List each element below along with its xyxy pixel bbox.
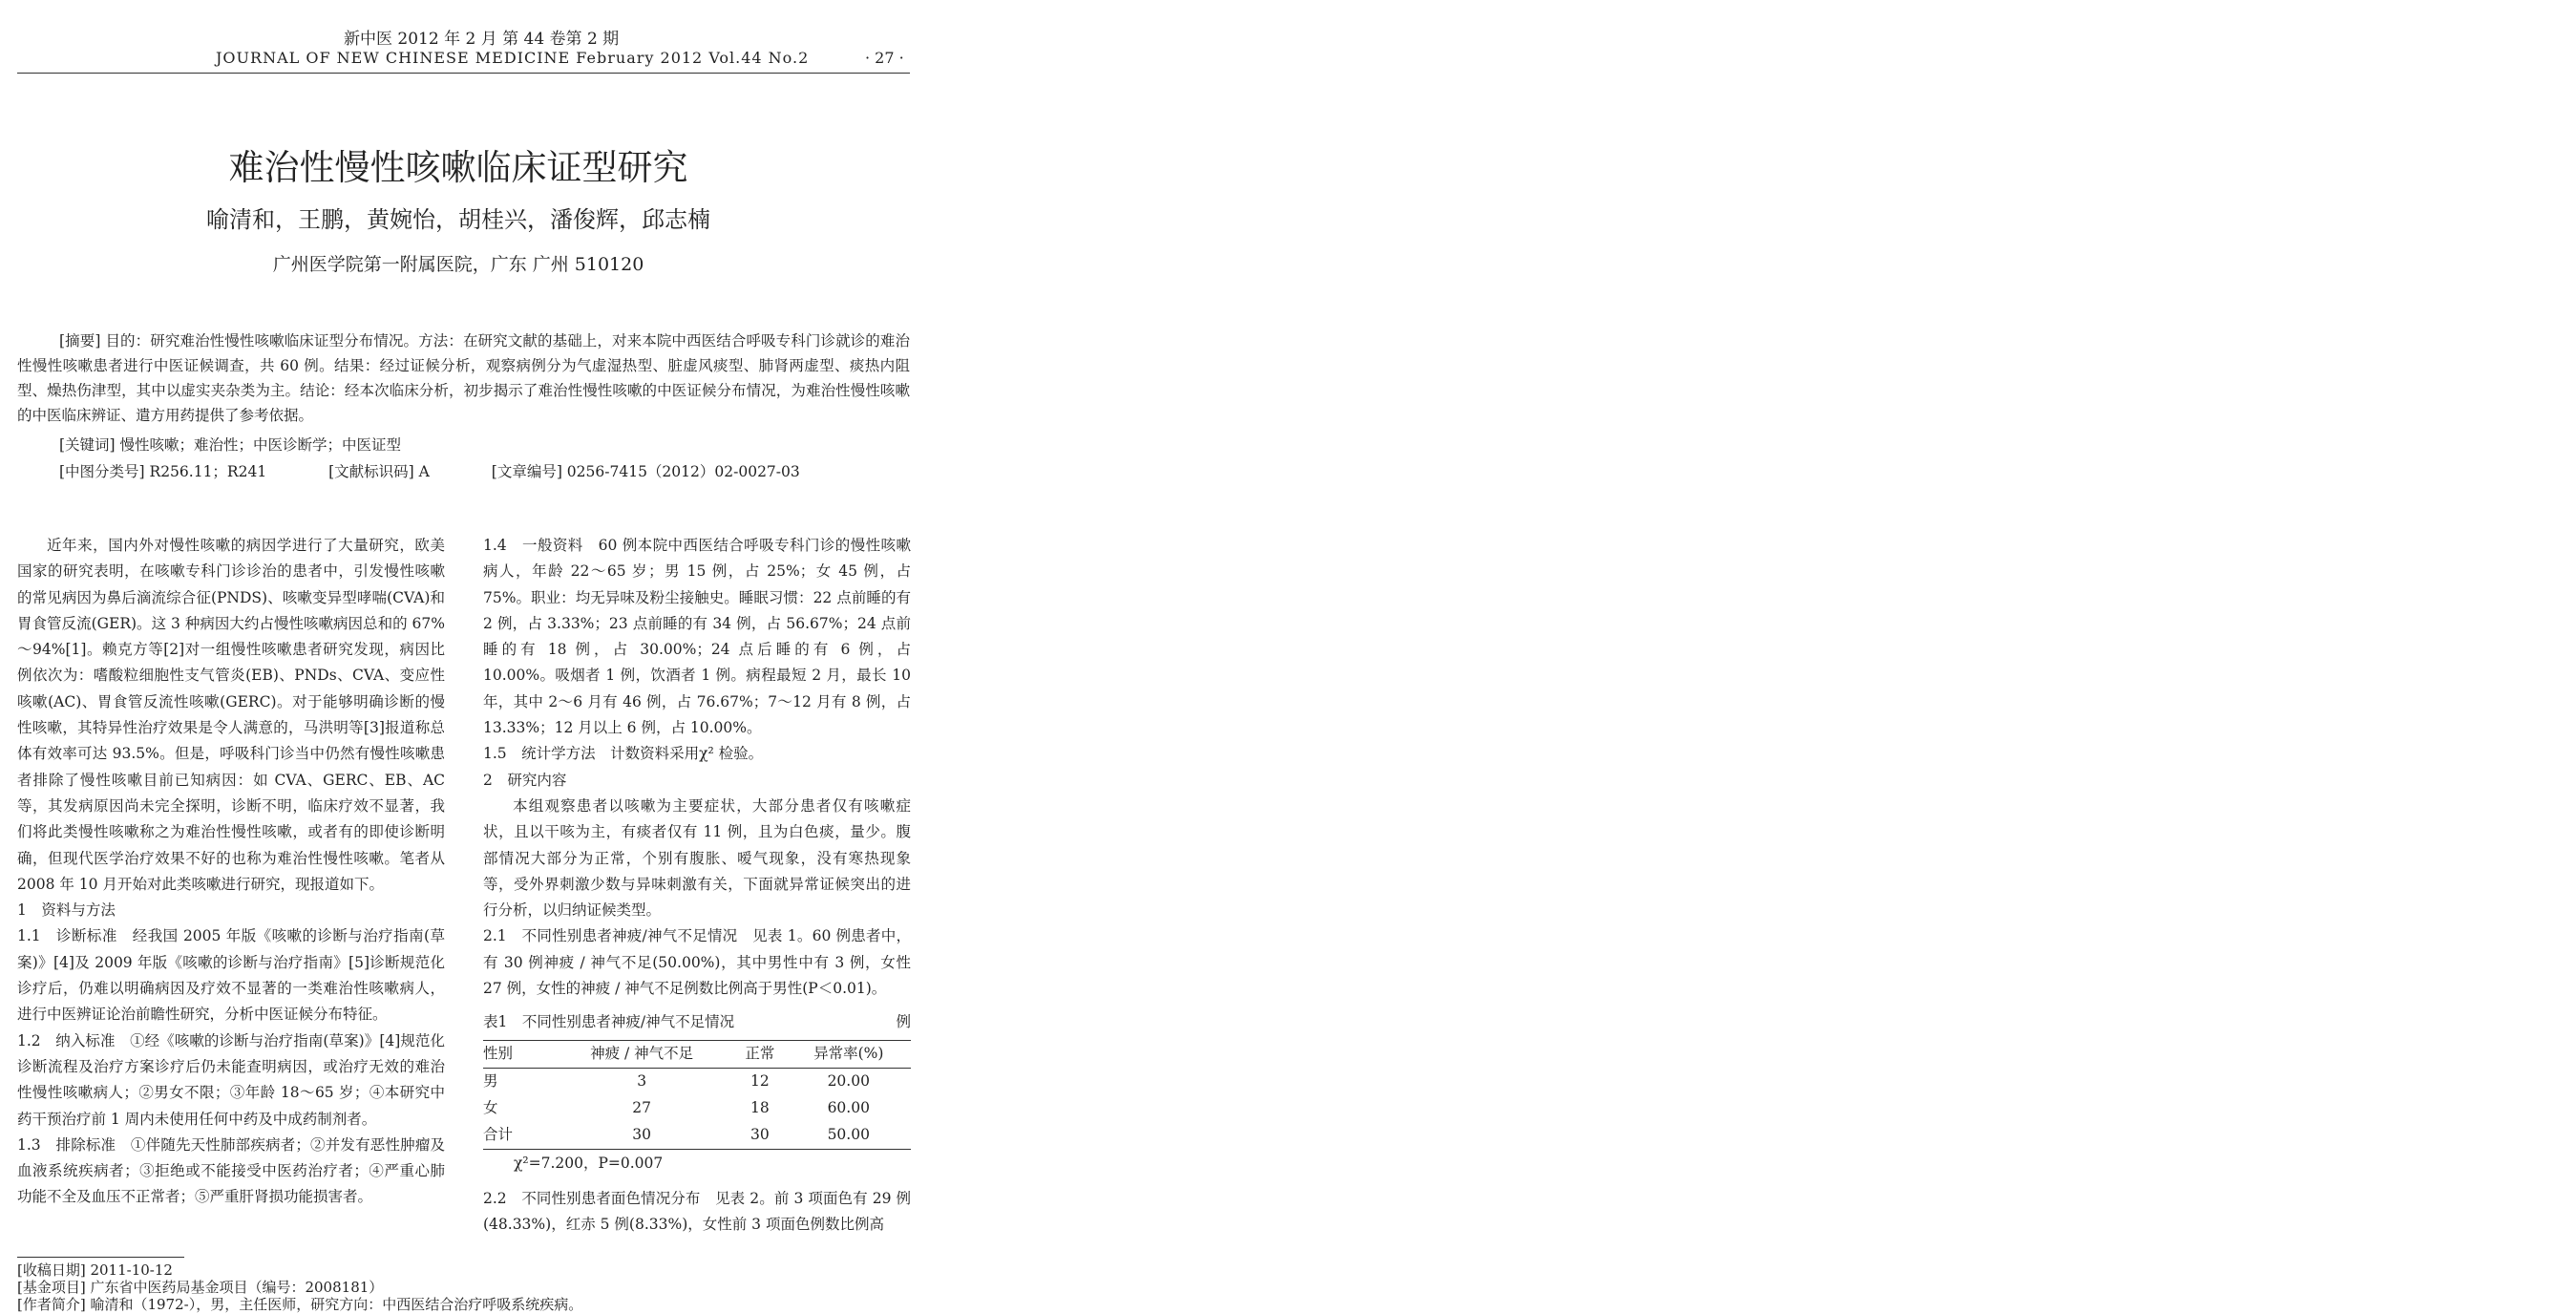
- footnote-rule: [17, 1257, 184, 1258]
- table-row: [483, 1122, 911, 1150]
- table-header-row: [483, 1040, 911, 1068]
- table-1-caption: [483, 1009, 911, 1039]
- paper-page: [0, 0, 917, 1313]
- table-cell: 27: [632, 1098, 652, 1116]
- table-cell: 50.00: [827, 1125, 870, 1143]
- table-cell: 3: [637, 1071, 647, 1090]
- research-paragraph: 本组观察患者以咳嗽为主要症状，大部分患者仅有咳嗽症状，且以干咳为主，有痰者仅有 11 例，且为白色痰，量少。腹部情况大部分为正常，个别有腹胀、嗳气现象，没有寒热现象等，受外界刺激少数与异味刺激有关，下面就异常证候突出的进行分析，以归纳证候类型。: [483, 796, 911, 920]
- page-number: · 27 ·: [865, 49, 904, 67]
- table-header-cell: 神疲 / 神气不足: [590, 1044, 694, 1062]
- table-1-title: 表1 不同性别患者神疲/神气不足情况: [483, 1013, 735, 1031]
- table-header-cell: 正常: [745, 1044, 775, 1062]
- intro-paragraph: 近年来，国内外对慢性咳嗽的病因学进行了大量研究，欧美国家的研究表明，在咳嗽专科门诊诊治的患者中，引发慢性咳嗽的常见病因为鼻后滴流综合征(PNDS)、咳嗽变异型哮喘(CVA)和胃食管反流(GER)。这 3 种病因大约占慢性咳嗽病因总和的 67%～94%[1]。赖克方等[2]对一组慢性咳嗽患者研究发现，病因比例依次为：嗜酸粒细胞性支气管炎(EB)、PNDs、CVA、变应性咳嗽(AC)、胃食管反流性咳嗽(GERC)。对于能够明确诊断的慢性咳嗽，其特异性治疗效果是令人满意的，马洪明等[3]报道称总体有效率可达 93.5%。但是，呼吸科门诊当中仍然有慢性咳嗽患者排除了慢性咳嗽目前已知病因：如 CVA、GERC、EB、AC 等，其发病原因尚未完全探明，诊断不明，临床疗效不显著，我们将此类慢性咳嗽称之为难治性慢性咳嗽，或者有的即使诊断明确，但现代医学治疗效果不好的也称为难治性慢性咳嗽。笔者从 2008 年 10 月开始对此类咳嗽进行研究，现报道如下。: [17, 537, 445, 893]
- journal-header-en: JOURNAL OF NEW CHINESE MEDICINE February 2012 Vol.44 No.2: [216, 49, 810, 67]
- table-cell: 60.00: [827, 1098, 870, 1116]
- table-cell: 30: [632, 1125, 652, 1143]
- table-row: [483, 1068, 911, 1095]
- paper-affiliation: 广州医学院第一附属医院，广东 广州 510120: [272, 254, 644, 275]
- article-number: [文章编号] 0256-7415（2012）02-0027-03: [491, 463, 800, 480]
- table-header-cell: 性别: [483, 1044, 514, 1062]
- section-heading-methods: 1 资料与方法: [17, 901, 116, 920]
- inclusion-criteria: 1.2 纳入标准 ①经《咳嗽的诊断与治疗指南(草案)》[4]规范化诊断流程及治疗方案诊疗后仍未能查明病因，或治疗无效的难治性慢性咳嗽病人；②男女不限；③年龄 18～65 岁；④本研究中药干预治疗前 1 周内未使用任何中药及中成药制剂者。: [17, 1031, 445, 1128]
- section-2-2: 2.2 不同性别患者面色情况分布 见表 2。前 3 项面色有 29 例(48.33%)，红赤 5 例(8.33%)，女性前 3 项面色例数比例高: [483, 1189, 911, 1233]
- abstract: [摘要] 目的：研究难治性慢性咳嗽临床证型分布情况。方法：在研究文献的基础上，对来本院中西医结合呼吸专科门诊就诊的难治性慢性咳嗽患者进行中医证候调查，共 60 例。结果：经过证候分析，观察病例分为气虚湿热型、脏虚风痰型、肺肾两虚型、痰热内阻型、燥热伤津型，其中以虚实夹杂类为主。结论：经本次临床分析，初步揭示了难治性慢性咳嗽的中医证候分布情况，为难治性慢性咳嗽的中医临床辨证、遣方用药提供了参考依据。: [17, 332, 910, 424]
- table-1: [483, 1009, 911, 1149]
- left-column: [17, 533, 445, 1211]
- footnote-author-bio: [作者简介] 喻清和（1972-），男，主任医师，研究方向：中西医结合治疗呼吸系统疾病。: [17, 1296, 583, 1313]
- header-rule: [17, 73, 910, 74]
- table-cell: 20.00: [827, 1071, 870, 1090]
- general-data: 1.4 一般资料 60 例本院中西医结合呼吸专科门诊的慢性咳嗽病人，年龄 22～65 岁；男 15 例，占 25%；女 45 例，占 75%。职业：均无异味及粉尘接触史。睡眠习惯：22 点前睡的有 2 例，占 3.33%；23 点前睡的有 34 例，占 56.67%；24 点前睡的有 18 例，占 30.00%；24 点后睡的有 6 例，占 10.00%。吸烟者 1 例，饮酒者 1 例。病程最短 2 月，最长 10 年，其中 2～6 月有 46 例，占 76.67%；7～12 月有 8 例，占 13.33%；12 月以上 6 例，占 10.00%。: [483, 537, 911, 737]
- footnote-received-date: [收稿日期] 2011-10-12: [17, 1261, 173, 1279]
- footnote-funding: [基金项目] 广东省中医药局基金项目（编号：2008181）: [17, 1279, 384, 1296]
- section-heading-research: 2 研究内容: [483, 771, 567, 789]
- paper-authors: 喻清和，王鹏，黄婉怡，胡桂兴，潘俊辉，邱志楠: [206, 206, 710, 233]
- clc-number: [中图分类号] R256.11；R241: [59, 463, 267, 480]
- table-1-statistic: χ²=7.200，P=0.007: [514, 1154, 664, 1172]
- table-cell: 30: [750, 1125, 770, 1143]
- diagnostic-criteria: 1.1 诊断标准 经我国 2005 年版《咳嗽的诊断与治疗指南(草案)》[4]及 2009 年版《咳嗽的诊断与治疗指南》[5]诊断规范化诊疗后，仍难以明确病因及疗效不显著的一类难治性咳嗽病人，进行中医辨证论治前瞻性研究，分析中医证候分布特征。: [17, 927, 445, 1024]
- right-column: [483, 533, 911, 1238]
- section-2-1: 2.1 不同性别患者神疲/神气不足情况 见表 1。60 例患者中，有 30 例神疲 / 神气不足(50.00%)，其中男性中有 3 例，女性 27 例，女性的神疲 / 神气不足例数比例高于男性(P＜0.01)。: [483, 927, 911, 998]
- table-cell: 18: [750, 1098, 770, 1116]
- paper-title: 难治性慢性咳嗽临床证型研究: [228, 147, 688, 188]
- statistics-method: 1.5 统计学方法 计数资料采用χ² 检验。: [483, 745, 764, 763]
- exclusion-criteria: 1.3 排除标准 ①伴随先天性肺部疾病者；②并发有恶性肿瘤及血液系统疾病者；③拒绝或不能接受中医药治疗者；④严重心肺功能不全及血压不正常者；⑤严重肝肾损功能损害者。: [17, 1135, 445, 1206]
- table-1-unit: 例: [896, 1013, 911, 1031]
- keywords: [关键词] 慢性咳嗽；难治性；中医诊断学；中医证型: [59, 436, 402, 454]
- table-header-cell: 异常率(%): [813, 1044, 884, 1062]
- table-cell: 12: [750, 1071, 770, 1090]
- journal-header-cn: 新中医 2012 年 2 月 第 44 卷第 2 期: [344, 30, 620, 49]
- table-cell: 男: [483, 1071, 498, 1090]
- document-code: [文献标识码] A: [328, 463, 430, 480]
- table-cell: 合计: [483, 1125, 514, 1143]
- table-row: [483, 1095, 911, 1122]
- table-cell: 女: [483, 1098, 498, 1116]
- classification-line: [59, 460, 857, 481]
